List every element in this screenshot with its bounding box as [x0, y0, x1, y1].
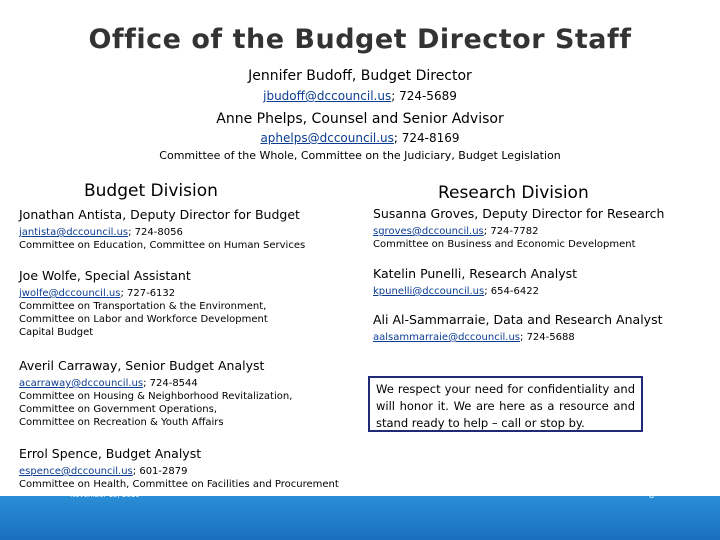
staff-name: Katelin Punelli, Research Analyst: [373, 266, 578, 281]
staff-entry-antista: [19, 207, 305, 252]
staff-name: Averil Carraway, Senior Budget Analyst: [19, 358, 265, 373]
staff-contact: [373, 331, 662, 344]
staff-committee-line: Committee on Business and Economic Development: [373, 239, 636, 250]
counsel-contact: [0, 131, 720, 145]
page-number: 8: [649, 491, 655, 500]
staff-phone: ; 724-5688: [520, 332, 575, 343]
staff-contact: [19, 377, 292, 390]
staff-email-link[interactable]: jantista@dccouncil.us: [19, 227, 129, 238]
counsel-email-link[interactable]: aphelps@dccouncil.us: [260, 131, 394, 145]
staff-committee-line: Committee on Transportation & the Environment,: [19, 301, 267, 312]
staff-contact: [373, 225, 664, 238]
staff-contact: [19, 465, 339, 478]
staff-phone: ; 654-6422: [484, 286, 539, 297]
staff-committee-line: Committee on Housing & Neighborhood Revitalization,: [19, 391, 293, 402]
page-title: Office of the Budget Director Staff: [88, 24, 632, 55]
staff-entry-spence: [19, 446, 339, 491]
staff-committee-line: Capital Budget: [19, 327, 94, 338]
staff-phone: ; 724-8544: [143, 378, 198, 389]
staff-phone: ; 724-8056: [128, 227, 183, 238]
confidentiality-callout: We respect your need for confidentiality and will honor it. We are here as a resource and stand ready to help – call or stop by.: [368, 376, 643, 432]
staff-email-link[interactable]: acarraway@dccouncil.us: [19, 378, 144, 389]
staff-committee-line: Committee on Recreation & Youth Affairs: [19, 417, 224, 428]
counsel-phone: ; 724-8169: [393, 131, 460, 145]
staff-name: Ali Al-Sammarraie, Data and Research Analyst: [373, 312, 663, 327]
research-division-heading: Research Division: [438, 183, 589, 203]
footer-bar: [0, 496, 720, 540]
director-name: Jennifer Budoff, Budget Director: [248, 68, 472, 84]
staff-entry-carraway: [19, 358, 292, 429]
staff-email-link[interactable]: aalsammarraie@dccouncil.us: [373, 332, 521, 343]
staff-contact: [19, 287, 268, 300]
director-phone: ; 724-5689: [391, 89, 457, 103]
director-email-link[interactable]: jbudoff@dccouncil.us: [263, 89, 392, 103]
staff-phone: ; 724-7782: [483, 226, 539, 237]
staff-name: Susanna Groves, Deputy Director for Research: [373, 206, 665, 221]
staff-contact: [373, 285, 577, 298]
staff-committee-line: Committee on Labor and Workforce Development: [19, 314, 268, 325]
budget-division-heading: Budget Division: [84, 181, 218, 201]
staff-entry-wolfe: [19, 268, 268, 339]
staff-phone: ; 727-6132: [120, 288, 176, 299]
staff-email-link[interactable]: sgroves@dccouncil.us: [373, 226, 484, 237]
staff-email-link[interactable]: jwolfe@dccouncil.us: [19, 288, 121, 299]
director-contact: [0, 89, 720, 103]
staff-committee-line: Committee on Health, Committee on Facilities and Procurement: [19, 479, 339, 490]
staff-name: Joe Wolfe, Special Assistant: [19, 268, 191, 283]
staff-entry-al-sammarraie: [373, 312, 662, 344]
staff-entry-groves: [373, 206, 664, 251]
staff-contact: [19, 226, 305, 239]
staff-entry-punelli: [373, 266, 577, 298]
staff-email-link[interactable]: kpunelli@dccouncil.us: [373, 286, 485, 297]
counsel-name: Anne Phelps, Counsel and Senior Advisor: [216, 111, 504, 127]
staff-email-link[interactable]: espence@dccouncil.us: [19, 466, 133, 477]
staff-name: Jonathan Antista, Deputy Director for Budget: [19, 207, 300, 222]
staff-committee-line: Committee on Government Operations,: [19, 404, 218, 415]
footer-date: November 15, 2019: [70, 491, 140, 499]
staff-phone: ; 601-2879: [132, 466, 188, 477]
staff-name: Errol Spence, Budget Analyst: [19, 446, 202, 461]
staff-committee-line: Committee on Education, Committee on Human Services: [19, 240, 306, 251]
counsel-committees: Committee of the Whole, Committee on the Judiciary, Budget Legislation: [159, 149, 561, 162]
